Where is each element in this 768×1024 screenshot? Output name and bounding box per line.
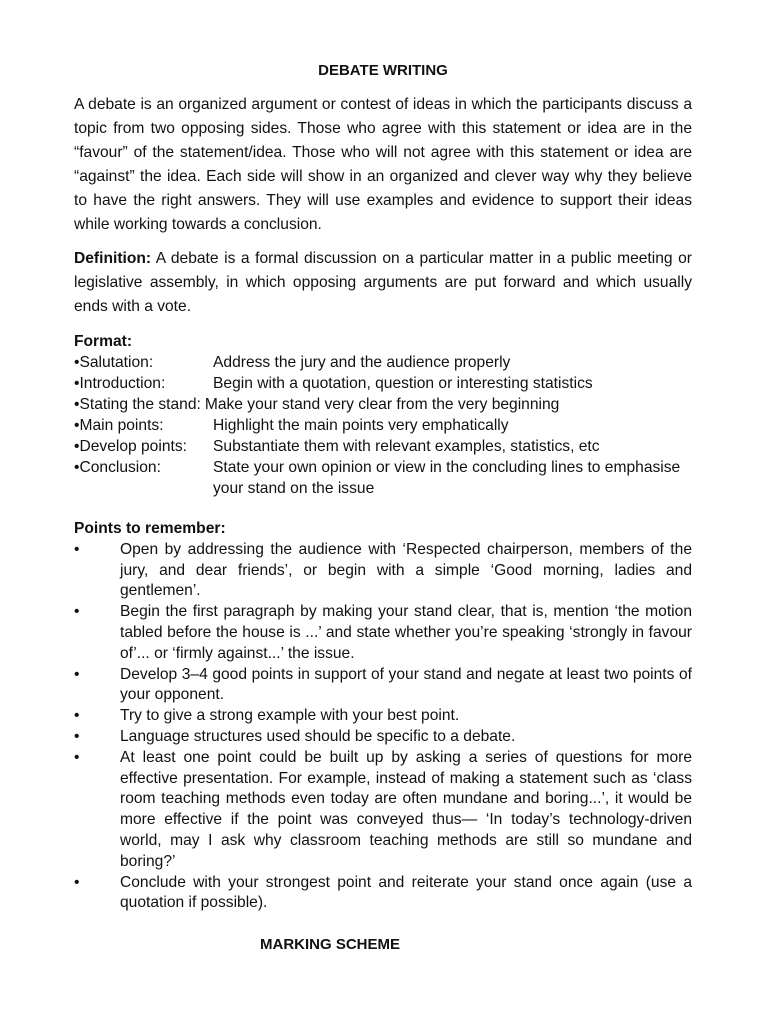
points-heading: Points to remember:	[74, 520, 226, 537]
list-item-text: Conclude with your strongest point and reiterate your stand once again (use a quotation if possible).	[120, 873, 692, 912]
format-label: •Introduction:	[74, 375, 166, 392]
format-value: Highlight the main points very emphatically	[213, 417, 509, 434]
format-heading: Format:	[74, 333, 133, 350]
list-item-text: Language structures used should be specific to a debate.	[120, 727, 516, 745]
list-item	[74, 748, 692, 873]
format-label: •Main points:	[74, 417, 164, 434]
format-row-stating-the-stand	[74, 394, 692, 415]
bullet-icon: •	[74, 707, 80, 725]
format-value: Substantiate them with relevant examples, statistics, etc	[213, 438, 600, 455]
format-row-main-points	[74, 415, 692, 436]
format-row-develop-points	[74, 436, 692, 457]
definition-paragraph	[74, 247, 692, 319]
list-item	[74, 727, 692, 748]
format-value: Make your stand very clear from the very beginning	[204, 396, 560, 413]
points-section	[74, 519, 692, 914]
format-label: •Salutation:	[74, 354, 154, 371]
list-item-text: Develop 3–4 good points in support of your stand and negate at least two points of your opponent.	[120, 665, 692, 704]
list-item-text: Open by addressing the audience with ‘Respected chairperson, members of the jury, and dear friends’, or begin with a simple ‘Good morning, ladies and gentlemen’.	[120, 540, 692, 600]
intro-paragraph: A debate is an organized argument or contest of ideas in which the participants discuss a topic from two opposing sides. Those who agree with this statement or idea are in the “favour” of the statement/idea. Those who will not agree with this statement or idea are “against” the idea. Each side will show in an organized and clever way why they believe to have the right answers. They will use examples and evidence to support their ideas while working towards a conclusion.	[74, 96, 692, 233]
format-value: Begin with a quotation, question or interesting statistics	[213, 375, 593, 392]
list-item	[74, 602, 692, 664]
bullet-icon: •	[74, 727, 80, 745]
format-row-salutation	[74, 352, 692, 373]
format-section	[74, 331, 692, 499]
bullet-icon: •	[74, 873, 80, 891]
definition-text: A debate is a formal discussion on a particular matter in a public meeting or legislative assembly, in which opposing arguments are put forward and which usually ends with a vote.	[74, 250, 692, 315]
format-label: •Conclusion:	[74, 459, 161, 476]
format-label: •Stating the stand:	[74, 396, 201, 413]
page-title: DEBATE WRITING	[318, 62, 448, 79]
format-row-conclusion	[74, 457, 692, 499]
format-value: Address the jury and the audience properly	[213, 354, 511, 371]
bullet-icon: •	[74, 748, 80, 766]
bullet-icon: •	[74, 540, 80, 558]
list-item	[74, 706, 692, 727]
format-row-introduction	[74, 373, 692, 394]
list-item	[74, 873, 692, 915]
format-value: State your own opinion or view in the concluding lines to emphasise your stand on the issue	[213, 459, 681, 497]
marking-scheme-heading: MARKING SCHEME	[260, 936, 401, 954]
list-item	[74, 540, 692, 602]
list-item-text: Try to give a strong example with your best point.	[120, 707, 460, 725]
definition-label: Definition:	[74, 250, 152, 267]
list-item-text: Begin the first paragraph by making your stand clear, that is, mention ‘the motion tabled before the house is ...’ and state whether you’re speaking ‘strongly in favour of’... or ‘firmly against...’ the issue.	[120, 603, 692, 662]
bullet-icon: •	[74, 603, 80, 621]
list-item-text: At least one point could be built up by asking a series of questions for more effective presentation. For example, instead of making a statement such as ‘class room teaching methods even today are often mundane and boring...’, it would be more effective if the point was conveyed thus— ‘In today’s technology-driven world, may I ask why classroom teaching methods are still so mundane and boring?’	[120, 748, 692, 870]
format-label: •Develop points:	[74, 438, 187, 455]
bullet-icon: •	[74, 665, 80, 683]
list-item	[74, 665, 692, 707]
